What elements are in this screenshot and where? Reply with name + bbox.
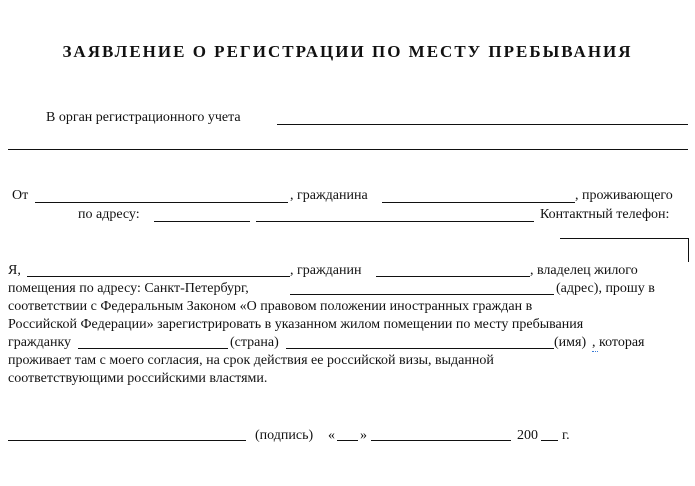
- margin-marker: [688, 238, 689, 262]
- quote-open: «: [328, 428, 335, 443]
- applicant-citizenship-line[interactable]: [376, 276, 530, 277]
- from-citizenship-line[interactable]: [382, 202, 575, 203]
- body-line6: проживает там с моего согласия, на срок действия ее российской визы, выданной: [8, 353, 494, 368]
- from-address-line-1[interactable]: [154, 221, 250, 222]
- body-line7: соответствующими российскими властями.: [8, 371, 268, 386]
- citizen-label: , гражданина: [290, 188, 368, 203]
- body-line4: Российской Федерации» зарегистрировать в указанном жилом помещении по месту пребывания: [8, 317, 584, 332]
- body-line2-end: (адрес), прошу в: [556, 281, 655, 296]
- from-label: От: [12, 188, 29, 203]
- from-address-line-2[interactable]: [256, 221, 534, 222]
- body-citizen-label: , гражданин: [290, 263, 362, 278]
- guest-name-line[interactable]: [286, 348, 554, 349]
- phone-label: Контактный телефон:: [540, 207, 670, 222]
- month-line[interactable]: [371, 440, 511, 441]
- address-label: по адресу:: [78, 207, 140, 222]
- property-address-line[interactable]: [290, 294, 554, 295]
- signature-label: (подпись): [255, 428, 314, 443]
- document-title: ЗАЯВЛЕНИЕ О РЕГИСТРАЦИИ ПО МЕСТУ ПРЕБЫВАНИЯ: [62, 42, 633, 61]
- organ-field-line[interactable]: [277, 124, 688, 125]
- name-label: (имя): [554, 335, 587, 350]
- signature-line[interactable]: [8, 440, 246, 441]
- body-line5-start: гражданку: [8, 335, 72, 350]
- body-line2-start: помещения по адресу: Санкт-Петербург,: [8, 281, 249, 296]
- quote-close: »: [360, 428, 367, 443]
- applicant-name-line[interactable]: [27, 276, 290, 277]
- organ-field-line-2[interactable]: [8, 149, 688, 150]
- organ-label: В орган регистрационного учета: [46, 110, 241, 125]
- from-name-line[interactable]: [35, 202, 288, 203]
- phone-field-line[interactable]: [560, 238, 688, 239]
- body-owner-label: , владелец жилого: [530, 263, 638, 278]
- day-line[interactable]: [337, 440, 358, 441]
- country-label: (страна): [230, 335, 279, 350]
- year-suffix: г.: [562, 428, 570, 443]
- body-line3: соответствии с Федеральным Законом «О правовом положении иностранных граждан в: [8, 299, 533, 314]
- body-ya: Я,: [8, 263, 21, 278]
- residing-label: , проживающего: [575, 188, 673, 203]
- year-line[interactable]: [541, 440, 558, 441]
- year-prefix: 200: [517, 428, 538, 443]
- which-label: , которая: [592, 335, 645, 350]
- guest-country-line[interactable]: [78, 348, 228, 349]
